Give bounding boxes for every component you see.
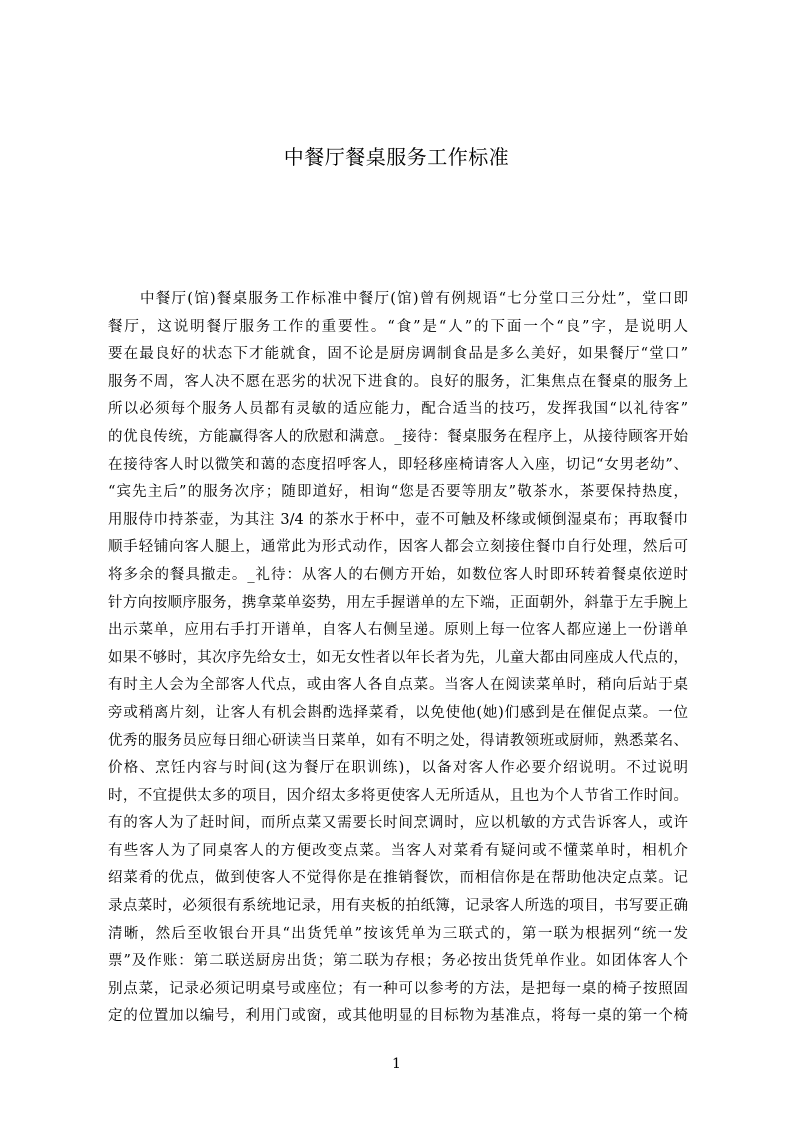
paragraph-line: 在接待客人时以微笑和蔼的态度招呼客人，即轻移座椅请客人入座，切记“女男老幼”、 bbox=[108, 456, 688, 473]
paragraph-line: 服务不周，客人决不愿在恶劣的状况下进食的。良好的服务，汇集焦点在餐桌的服务上 bbox=[108, 373, 688, 390]
paragraph-line: 餐厅，这说明餐厅服务工作的重要性。“食”是“人”的下面一个“良”字，是说明人 bbox=[108, 318, 688, 335]
paragraph-line: 将多余的餐具撤走。_礼待：从客人的右侧方开始，如数位客人时即环转着餐桌依逆时 bbox=[108, 566, 688, 583]
paragraph-line: 录点菜时，必须很有系统地记录，用有夹板的拍纸簿，记录客人所选的项目，书写要正确 bbox=[108, 898, 688, 915]
paragraph-line: 中餐厅(馆)餐桌服务工作标准中餐厅(馆)曾有例规语“七分堂口三分灶”，堂口即 bbox=[140, 291, 688, 307]
paragraph-line: 票”及作账：第二联送厨房出货；第二联为存根；务必按出货凭单作业。如团体客人个 bbox=[108, 953, 688, 970]
paragraph-line: 用服侍巾持茶壶，为其注 3/4 的茶水于杯中，壶不可触及杯缘或倾倒湿桌布；再取餐巾 bbox=[108, 511, 688, 528]
paragraph-line: 所以必须每个服务人员都有灵敏的适应能力，配合适当的技巧，发挥我国“以礼待客” bbox=[108, 401, 688, 418]
page-number: 1 bbox=[392, 1056, 401, 1072]
paragraph-line: 定的位置加以编号，利用门或窗，或其他明显的目标物为基准点，将每一桌的第一个椅 bbox=[108, 1008, 688, 1025]
paragraph-line: 的优良传统，方能赢得客人的欣慰和满意。_接待：餐桌服务在程序上，从接待顾客开始 bbox=[108, 428, 688, 445]
paragraph-line: 有些客人为了同桌客人的方便改变点菜。当客人对菜肴有疑问或不懂菜单时，相机介 bbox=[108, 842, 688, 859]
paragraph-line: 要在最良好的状态下才能就食，固不论是厨房调制食品是多么美好，如果餐厅“堂口” bbox=[108, 346, 688, 363]
paragraph-line: 优秀的服务员应每日细心研读当日菜单，如有不明之处，得请教领班或厨师，熟悉菜名、 bbox=[108, 732, 688, 749]
paragraph-line: “宾先主后”的服务次序；随即道好，相询“您是否要等朋友”敬茶水，茶要保持热度， bbox=[108, 484, 688, 501]
paragraph-line: 有的客人为了赶时间，而所点菜又需要长时间烹调时，应以机敏的方式告诉客人，或许 bbox=[108, 815, 688, 832]
paragraph-line: 清晰，然后至收银台开具“出货凭单”按该凭单为三联式的，第一联为根据列“统一发 bbox=[108, 925, 688, 942]
body-paragraph bbox=[108, 286, 688, 1031]
paragraph-line: 如果不够时，其次序先给女士，如无女性者以年长者为先，儿童大都由同座成人代点的， bbox=[108, 649, 688, 666]
page-title: 中餐厅餐桌服务工作标准 bbox=[283, 145, 510, 169]
paragraph-line: 时，不宜提供太多的项目，因介绍太多将更使客人无所适从，且也为个人节省工作时间。 bbox=[108, 787, 688, 804]
paragraph-line: 绍菜肴的优点，做到使客人不觉得你是在推销餐饮，而相信你是在帮助他决定点菜。记 bbox=[108, 870, 688, 887]
paragraph-line: 有时主人会为全部客人代点，或由客人各自点菜。当客人在阅读菜单时，稍向后站于桌 bbox=[108, 677, 688, 694]
paragraph-line: 别点菜，记录必须记明桌号或座位；有一种可以参考的方法，是把每一桌的椅子按照固 bbox=[108, 980, 688, 997]
paragraph-line: 针方向按顺序服务，携拿菜单姿势，用左手握谱单的左下端，正面朝外，斜靠于左手腕上 bbox=[108, 594, 688, 611]
paragraph-line: 价格、烹饪内容与时间(这为餐厅在职训练)，以备对客人作必要介绍说明。不过说明 bbox=[108, 760, 688, 777]
paragraph-line: 顺手轻铺向客人腿上，通常此为形式动作，因客人都会立刻接住餐巾自行处理，然后可 bbox=[108, 539, 688, 556]
paragraph-line: 旁或稍离片刻，让客人有机会斟酌选择菜肴，以免使他(她)们感到是在催促点菜。一位 bbox=[108, 704, 688, 721]
paragraph-line: 出示菜单，应用右手打开谱单，自客人右侧呈递。原则上每一位客人都应递上一份谱单 bbox=[108, 622, 688, 639]
